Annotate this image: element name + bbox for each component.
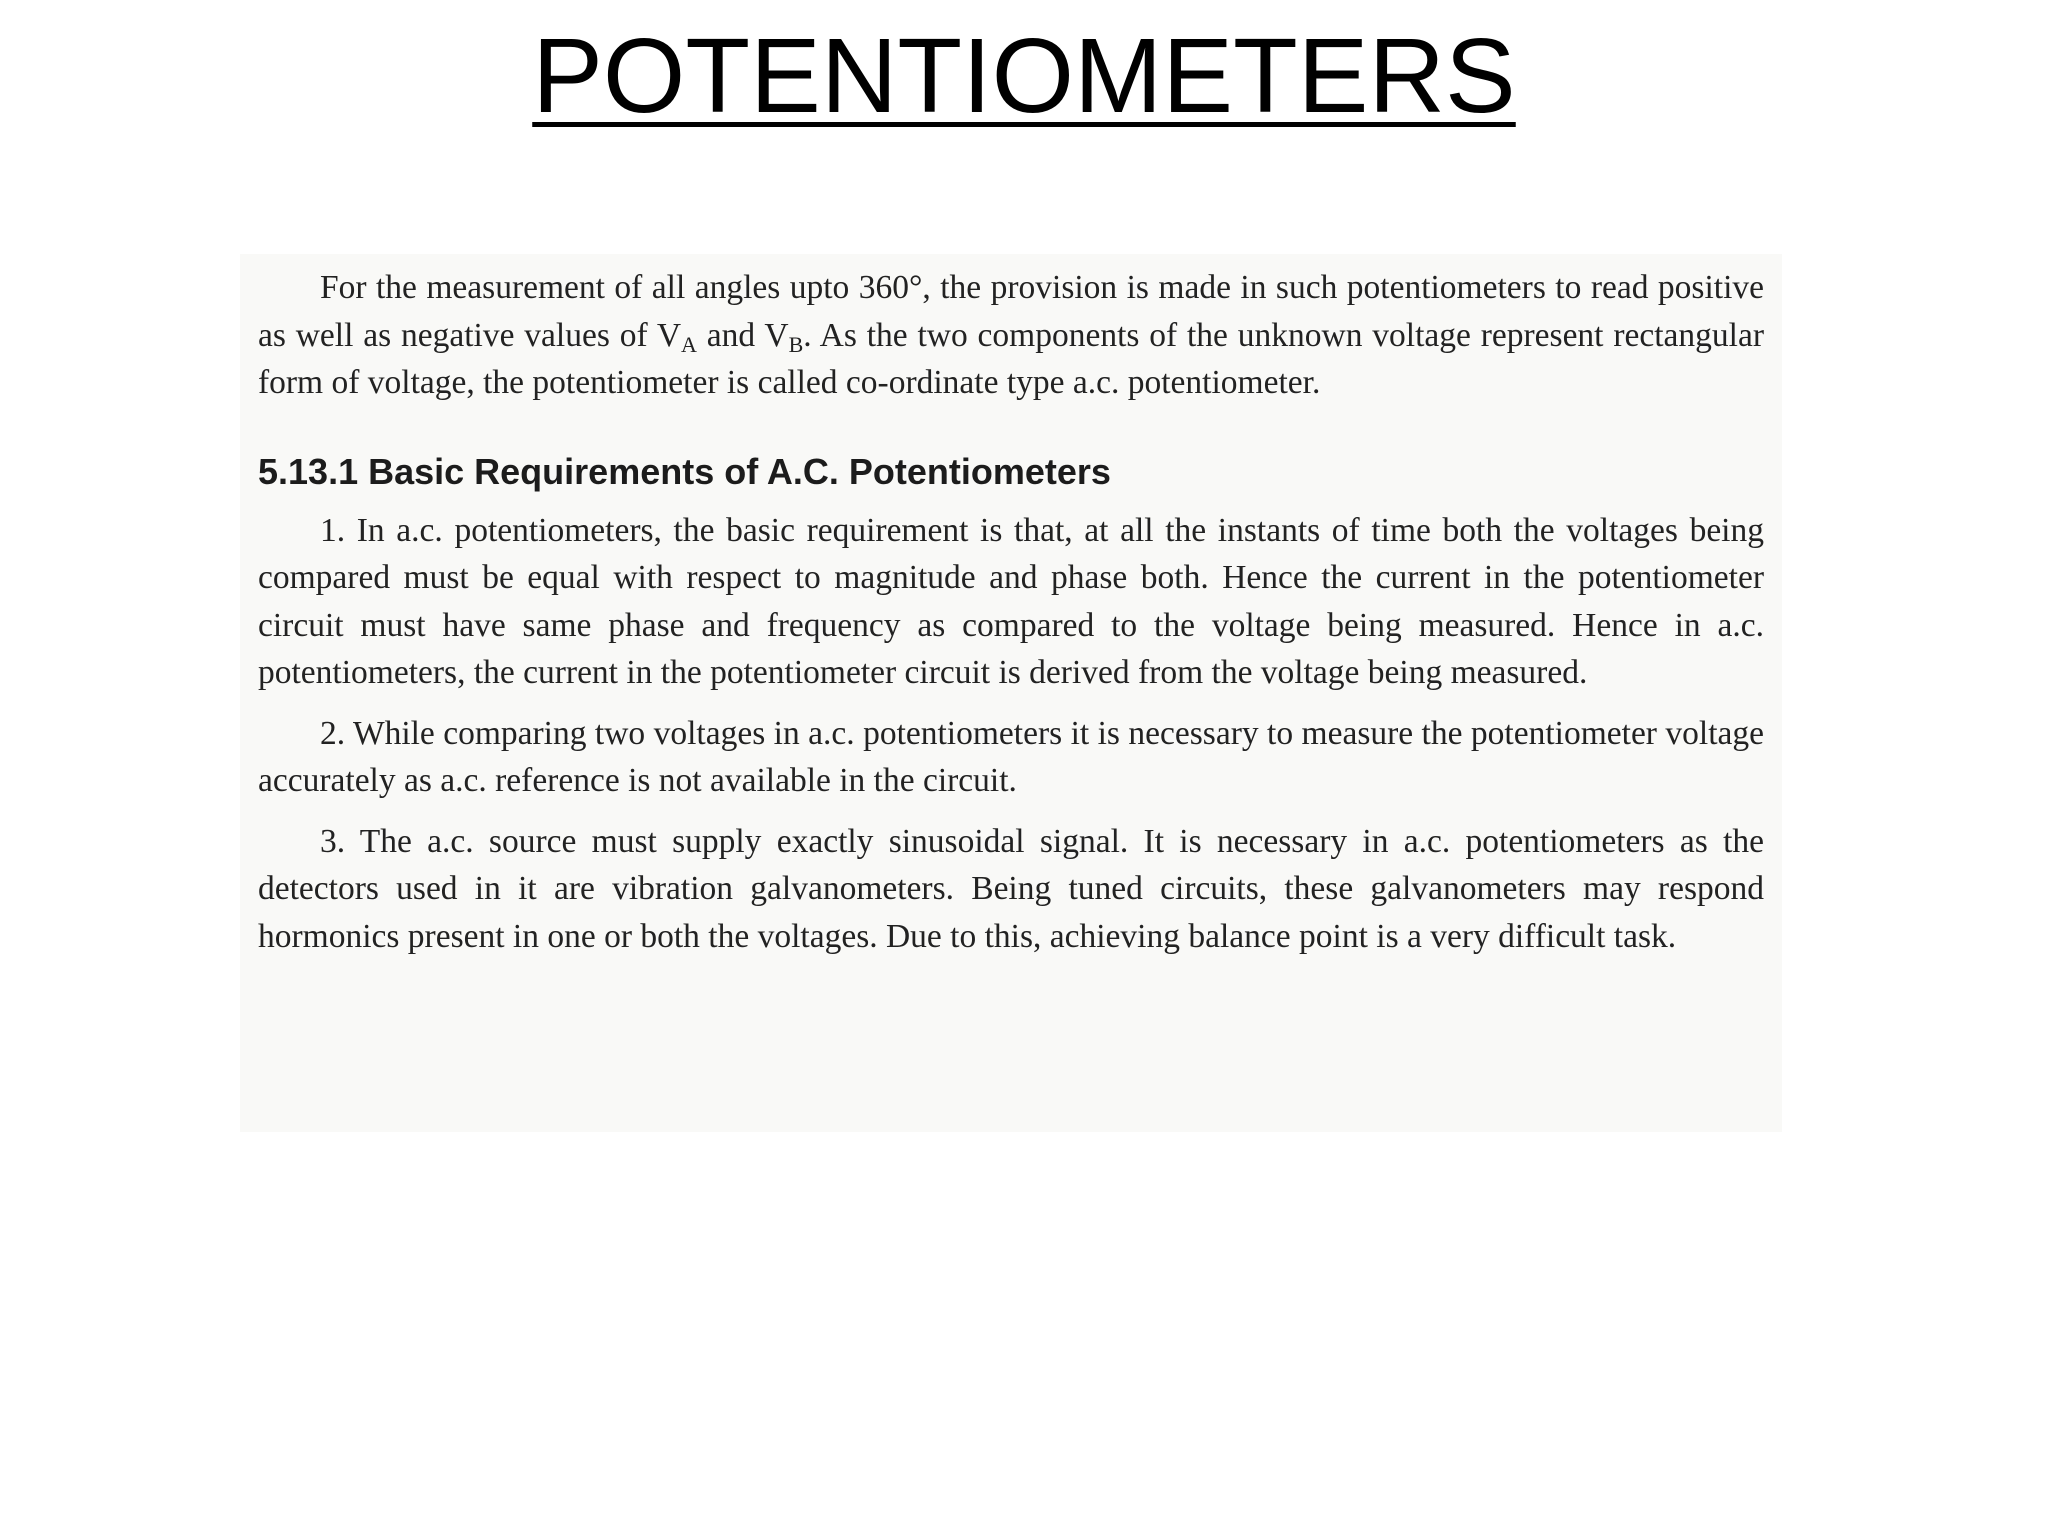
subscript-a: A bbox=[681, 331, 697, 357]
slide-title-text: POTENTIOMETERS bbox=[532, 17, 1516, 135]
requirement-item-1: 1. In a.c. potentiometers, the basic requirement is that, at all the instants of time both the voltages being compared must be equal with respect to magnitude and phase both. Hence the current in the potentiometer circuit must have same phase and frequency as compared to the voltage being measured. Hence in a.c. potentiometers, the current in the potentiometer circuit is derived from the voltage being measured. bbox=[258, 511, 1764, 691]
section-heading: 5.13.1 Basic Requirements of A.C. Potentiometers bbox=[258, 450, 1111, 492]
requirement-item-3: 3. The a.c. source must supply exactly sinusoidal signal. It is necessary in a.c. potentiometers as the detectors used in it are vibration galvanometers. Being tuned circuits, these galvanometers may respond hormonics present in one or both the voltages. Due to this, achieving balance point is a very difficult task. bbox=[258, 822, 1764, 955]
scanned-text-image bbox=[240, 254, 1782, 1132]
slide-title bbox=[0, 18, 2048, 135]
intro-text-part1: For the measurement of all angles upto 360°, the provision is made in such potentiometers to read positive as well as negative values of V bbox=[258, 269, 1764, 354]
requirement-item-2: 2. While comparing two voltages in a.c. potentiometers it is necessary to measure the potentiometer voltage accurately as a.c. reference is not available in the circuit. bbox=[258, 714, 1764, 799]
intro-text-part3: . As the two components of the unknown voltage represent rectangular form of voltage, the potentiometer is called co-ordinate type a.c. potentiometer. bbox=[258, 316, 1764, 401]
intro-paragraph bbox=[258, 264, 1764, 407]
intro-text-part2: and V bbox=[696, 316, 789, 354]
subscript-b: B bbox=[788, 331, 804, 357]
